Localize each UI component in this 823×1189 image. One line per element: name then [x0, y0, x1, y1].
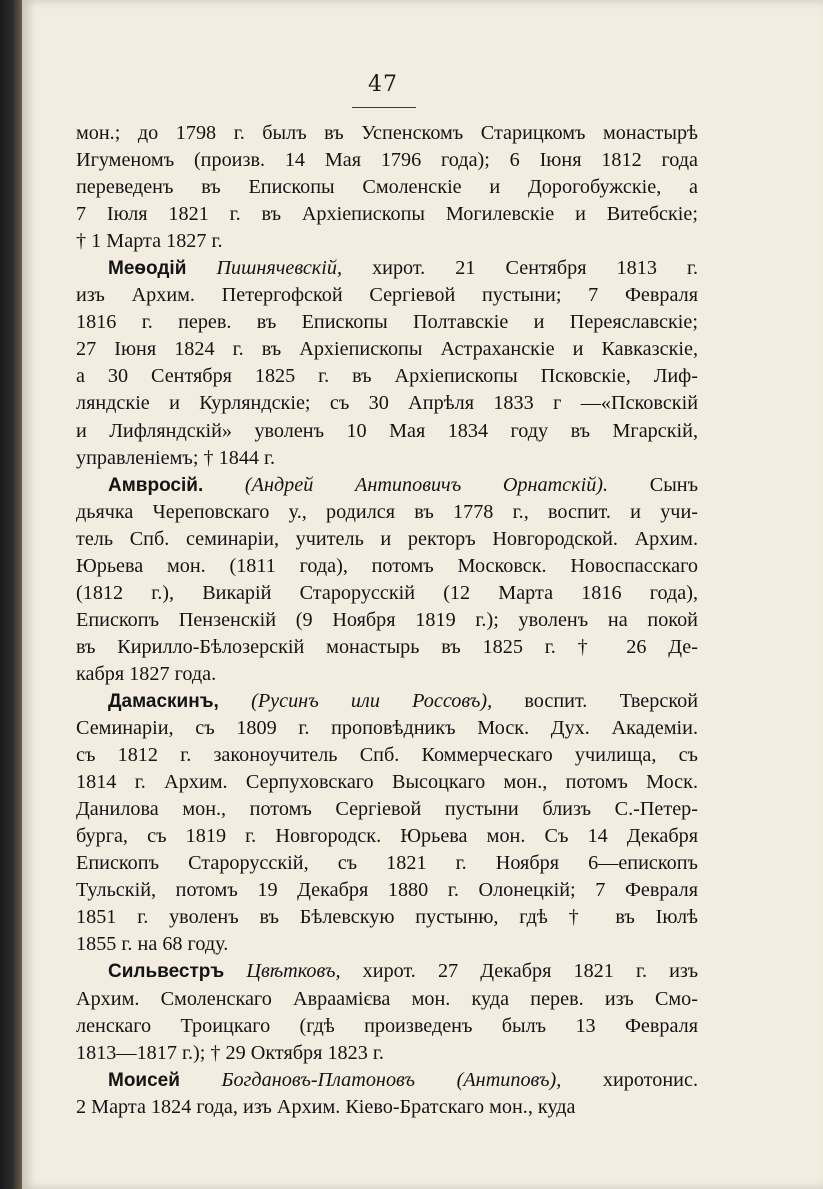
- entry-name: Меѳодій: [108, 258, 187, 280]
- text-line: (1812 г.), Викарій Старорусскій (12 Марта 1816 года),: [76, 581, 698, 604]
- text-line: ленскаго Троицкаго (гдѣ произведенъ былъ 13 Февраля: [76, 1014, 698, 1037]
- text-line: 2 Марта 1824 года, изъ Архим. Кіево-Братскаго мон., куда: [76, 1095, 576, 1118]
- text-line: [76, 255, 698, 282]
- entry-name: Сильвестръ: [108, 961, 225, 983]
- text-line: 1851 г. уволенъ въ Бѣлевскую пустыню, гдѣ † въ Іюлѣ: [76, 906, 698, 929]
- text-line: [76, 688, 698, 715]
- text-line: изъ Архим. Петергофской Сергіевой пустыни; 7 Февраля: [76, 284, 698, 307]
- text-line: [76, 1067, 698, 1094]
- text-line: тель Спб. семинаріи, учитель и ректоръ Новгородской. Архим.: [76, 527, 698, 550]
- text-line: а 30 Сентября 1825 г. въ Архіепископы Псковскіе, Лиф-: [76, 365, 698, 388]
- text-line: 27 Іюня 1824 г. въ Архіепископы Астраханскіе и Кавказскіе,: [76, 338, 698, 361]
- text-line: 1814 г. Архим. Серпуховскаго Высоцкаго мон., потомъ Моск.: [76, 771, 698, 794]
- entry-name: Моисей: [108, 1069, 180, 1091]
- text-line: и Лифляндскій» уволенъ 10 Мая 1834 году въ Мгарскій,: [76, 419, 698, 442]
- entry-text: хирот. 21 Сентября 1813 г.: [372, 257, 699, 280]
- page-number-rule: [352, 107, 416, 108]
- text-line: съ 1812 г. законоучитель Спб. Коммерческаго училища, съ: [76, 744, 698, 767]
- entry-surname: Цвѣтковъ,: [246, 960, 341, 983]
- entry-text: Сынъ: [649, 473, 699, 496]
- text-line: 1816 г. перев. въ Епископы Полтавскіе и Переяславскіе;: [76, 311, 698, 334]
- entry-surname: Богдановъ-Платоновъ (Антиповъ),: [221, 1068, 562, 1091]
- text-line: 1855 г. на 68 году.: [76, 933, 229, 956]
- text-line: кабря 1827 года.: [76, 662, 217, 685]
- entry-name: Амвросій.: [108, 474, 204, 496]
- entry-text: хирот. 27 Декабря 1821 г. изъ: [362, 960, 699, 983]
- text-line: Данилова мон., потомъ Сергіевой пустыни близъ С.-Петер-: [76, 798, 698, 821]
- text-line: мон.; до 1798 г. былъ въ Успенскомъ Старицкомъ монастырѣ: [76, 122, 698, 144]
- text-line: 7 Іюля 1821 г. въ Архіепископы Могилевскіе и Витебскіе;: [76, 203, 698, 226]
- text-line: въ Кирилло-Бѣлозерскій монастырь въ 1825 г. † 26 Де-: [76, 635, 698, 658]
- entry-surname: (Андрей Антиповичъ Орнатскій).: [244, 473, 609, 496]
- book-binding: [0, 0, 22, 1189]
- body-text: [76, 120, 698, 1121]
- page-number: 47: [368, 72, 398, 97]
- entry-surname: Пишнячевскій,: [216, 257, 342, 280]
- text-line: Епископъ Пензенскій (9 Ноября 1819 г.); уволенъ на покой: [76, 608, 698, 631]
- text-line: [76, 958, 698, 985]
- text-line: Семинаріи, съ 1809 г. проповѣдникъ Моск. Дух. Академіи.: [76, 717, 698, 740]
- text-line: дьячка Череповскаго у., родился въ 1778 г., воспит. и учи-: [76, 500, 698, 523]
- text-line: бурга, съ 1819 г. Новгородск. Юрьева мон. Съ 14 Декабря: [76, 825, 698, 848]
- text-line: Игуменомъ (произв. 14 Мая 1796 года); 6 Іюня 1812 года: [76, 149, 698, 172]
- text-line: управленіемъ; † 1844 г.: [76, 446, 276, 469]
- text-line: Архим. Смоленскаго Авраамієва мон. куда перев. изъ Смо-: [76, 987, 698, 1010]
- entry-text: хиротонис.: [602, 1068, 698, 1091]
- text-line: Юрьева мон. (1811 года), потомъ Московск. Новоспасскаго: [76, 554, 698, 577]
- text-line: переведенъ въ Епископы Смоленскіе и Дорогобужскіе, а: [76, 176, 698, 199]
- entry-text: воспит. Тверской: [524, 689, 699, 712]
- text-line: Епископъ Старорусскій, съ 1821 г. Ноября 6—епископъ: [76, 852, 698, 875]
- text-line: 1813—1817 г.); † 29 Октября 1823 г.: [76, 1041, 384, 1064]
- text-line: ляндскіе и Курляндскіе; съ 30 Апрѣля 1833 г —«Псковскій: [76, 392, 698, 415]
- entry-surname: (Русинъ или Россовъ),: [251, 689, 493, 712]
- entry-name: Дамаскинъ,: [108, 690, 219, 712]
- text-line: [76, 472, 698, 499]
- text-line: † 1 Марта 1827 г.: [76, 230, 223, 253]
- text-line: Тульскій, потомъ 19 Декабря 1880 г. Олонецкій; 7 Февраля: [76, 879, 698, 902]
